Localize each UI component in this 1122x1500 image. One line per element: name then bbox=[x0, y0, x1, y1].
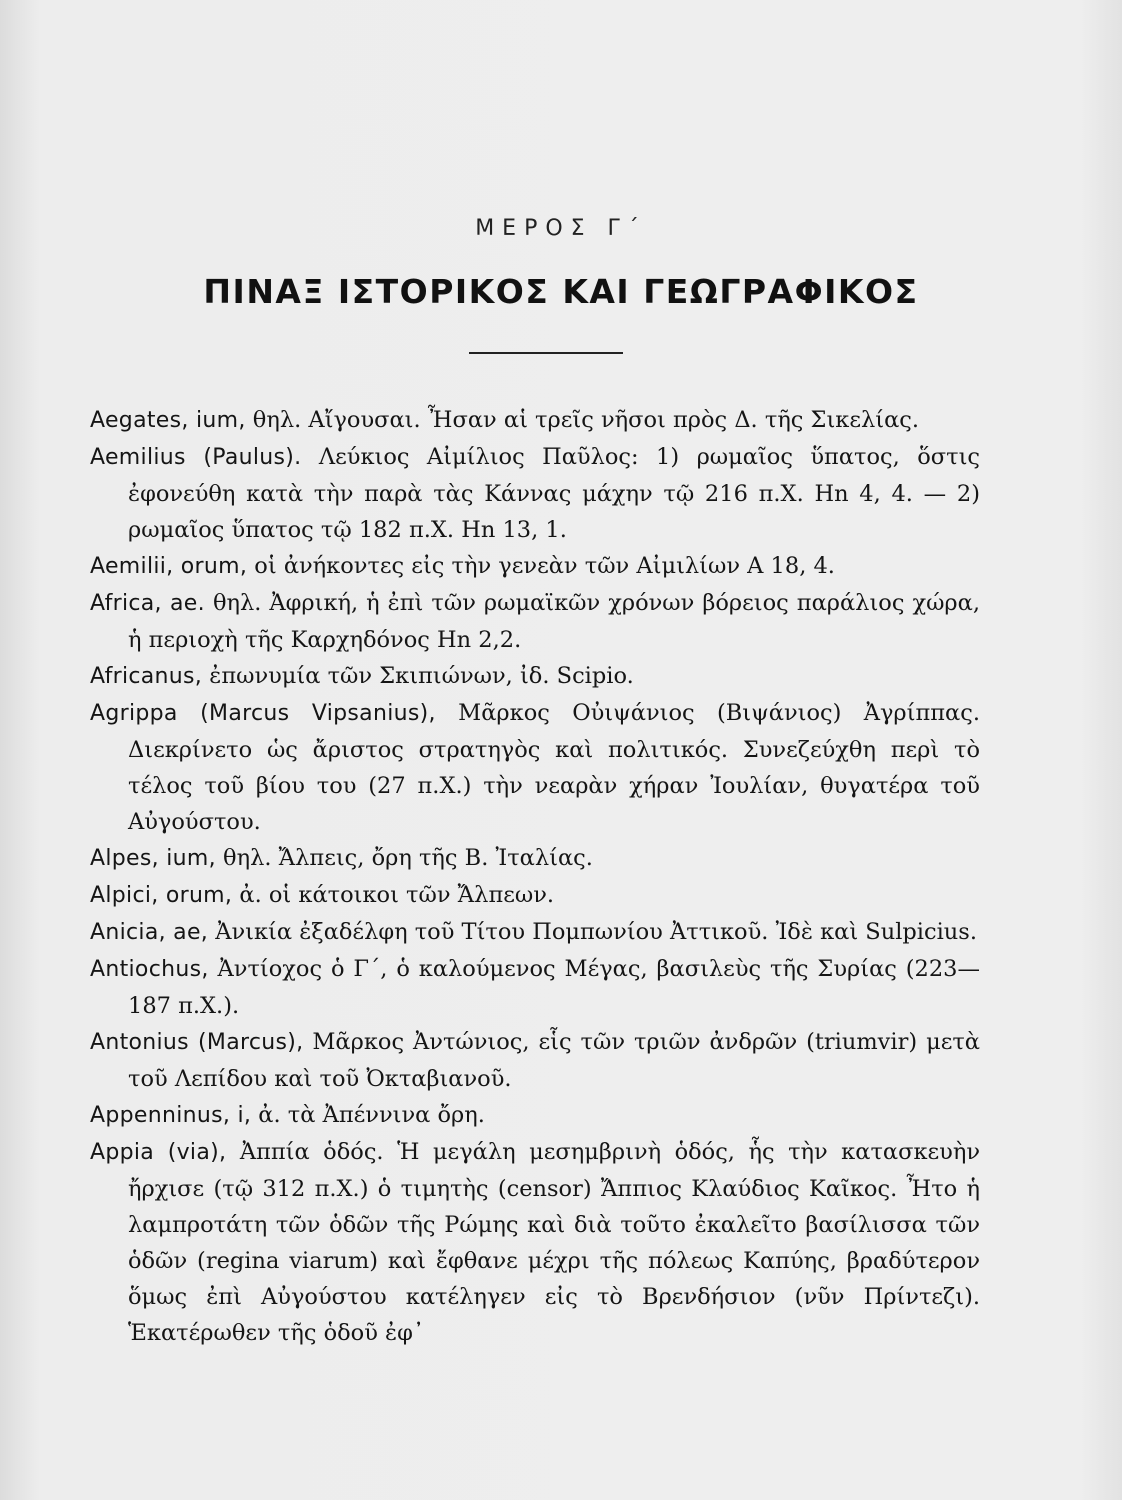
entry-alpici bbox=[90, 877, 980, 914]
entry-text: Ἀνικία ἐξαδέλφη τοῦ Τίτου Πομπωνίου Ἀττικοῦ. Ἰδὲ καὶ Sulpicius. bbox=[208, 919, 977, 945]
part-label: ΜΕΡΟΣ Γ΄ bbox=[475, 216, 647, 241]
entry-headword: Agrippa (Marcus Vipsanius), bbox=[90, 701, 436, 726]
entry-africanus bbox=[90, 658, 980, 695]
entry-headword: Aemilius (Paulus). bbox=[90, 445, 302, 470]
entry-headword: Africa, ae. bbox=[90, 591, 205, 616]
entry-headword: Appenninus, i, bbox=[90, 1103, 252, 1128]
entry-appenninus bbox=[90, 1097, 980, 1134]
page-title: ΠΙΝΑΞ ΙΣΤΟΡΙΚΟΣ ΚΑΙ ΓΕΩΓΡΑΦΙΚΟΣ bbox=[203, 272, 919, 311]
entry-text: οἱ ἀνήκοντες εἰς τὴν γενεὰν τῶν Αἰμιλίων A 18, 4. bbox=[247, 553, 835, 579]
index-entries bbox=[90, 402, 980, 1351]
entry-text: θηλ. Ἄλπεις, ὄρη τῆς Β. Ἰταλίας. bbox=[215, 845, 593, 871]
entry-text: θηλ. Ἀφρική, ἡ ἐπὶ τῶν ρωμαϊκῶν χρόνων βόρειος παράλιος χώρα, ἡ περιοχὴ τῆς Καρχηδόνος Hn 2,2. bbox=[128, 590, 980, 653]
entry-text: θηλ. Αἴγουσαι. Ἦσαν αἱ τρεῖς νῆσοι πρὸς Δ. τῆς Σικελίας. bbox=[245, 407, 920, 433]
entry-antiochus bbox=[90, 951, 980, 1024]
entry-aemilii bbox=[90, 548, 980, 585]
entry-alpes bbox=[90, 840, 980, 877]
entry-headword: Antonius (Marcus), bbox=[90, 1030, 304, 1055]
entry-agrippa bbox=[90, 695, 980, 840]
entry-africa bbox=[90, 585, 980, 658]
entry-headword: Appia (via), bbox=[90, 1140, 227, 1165]
entry-aegates bbox=[90, 402, 980, 439]
entry-text: Ἀππία ὁδός. Ἡ μεγάλη μεσημβρινὴ ὁδός, ἧς τὴν κατασκευὴν ἤρχισε (τῷ 312 π.Χ.) ὁ τιμητὴς (censor) Ἄππιος Κλαύδιος Καῖκος. Ἦτο ἡ λαμπροτάτη τῶν ὁδῶν τῆς Ρώμης καὶ διὰ τοῦτο ἐκαλεῖτο βασίλισσα τῶν ὁδῶν (regina viarum) καὶ ἔφθανε μέχρι τῆς πόλεως Καπύης, βραδύτερον ὅμως ἐπὶ Αὐγούστου κατέληγεν εἰς τὸ Βρενδήσιον (νῦν Πρίντεζι). Ἑκατέρωθεν τῆς ὁδοῦ ἐφ᾽ bbox=[128, 1139, 980, 1346]
entry-headword: Alpici, orum, bbox=[90, 883, 233, 908]
entry-text: Λεύκιος Αἰμίλιος Παῦλος: 1) ρωμαῖος ὕπατος, ὅστις ἐφονεύθη κατὰ τὴν παρὰ τὰς Κάννας μάχην τῷ 216 π.Χ. Hn 4, 4. — 2) ρωμαῖος ὕπατος τῷ 182 π.Χ. Hn 13, 1. bbox=[128, 444, 980, 543]
entry-anicia bbox=[90, 914, 980, 951]
entry-headword: Antiochus, bbox=[90, 957, 209, 982]
entry-aemilius bbox=[90, 439, 980, 548]
title-rule bbox=[469, 352, 623, 354]
entry-text: Ἀντίοχος ὁ Γ΄, ὁ καλούμενος Μέγας, βασιλεὺς τῆς Συρίας (223—187 π.Χ.). bbox=[128, 956, 980, 1019]
entry-headword: Alpes, ium, bbox=[90, 846, 216, 871]
entry-text: ἐπωνυμία τῶν Σκιπιώνων, ἰδ. Scipio. bbox=[202, 663, 634, 689]
entry-headword: Anicia, ae, bbox=[90, 920, 209, 945]
entry-antonius bbox=[90, 1024, 980, 1097]
entry-text: Μᾶρκος Ἀντώνιος, εἷς τῶν τριῶν ἀνδρῶν (triumvir) μετὰ τοῦ Λεπίδου καὶ τοῦ Ὀκταβιανοῦ. bbox=[128, 1029, 980, 1092]
entry-text: Μᾶρκος Οὐιψάνιος (Βιψάνιος) Ἀγρίππας. Διεκρίνετο ὡς ἄριστος στρατηγὸς καὶ πολιτικός. Συνεζεύχθη περὶ τὸ τέλος τοῦ βίου του (27 π.Χ.) τὴν νεαρὰν χήραν Ἰουλίαν, θυγατέρα τοῦ Αὐγούστου. bbox=[128, 700, 980, 835]
entry-headword: Aemilii, orum, bbox=[90, 554, 248, 579]
entry-headword: Aegates, ium, bbox=[90, 408, 246, 433]
entry-text: ἀ. τὰ Ἀπέννινα ὄρη. bbox=[251, 1102, 485, 1128]
entry-appia bbox=[90, 1134, 980, 1351]
entry-headword: Africanus, bbox=[90, 664, 203, 689]
entry-text: ἀ. οἱ κάτοικοι τῶν Ἄλπεων. bbox=[232, 882, 555, 908]
